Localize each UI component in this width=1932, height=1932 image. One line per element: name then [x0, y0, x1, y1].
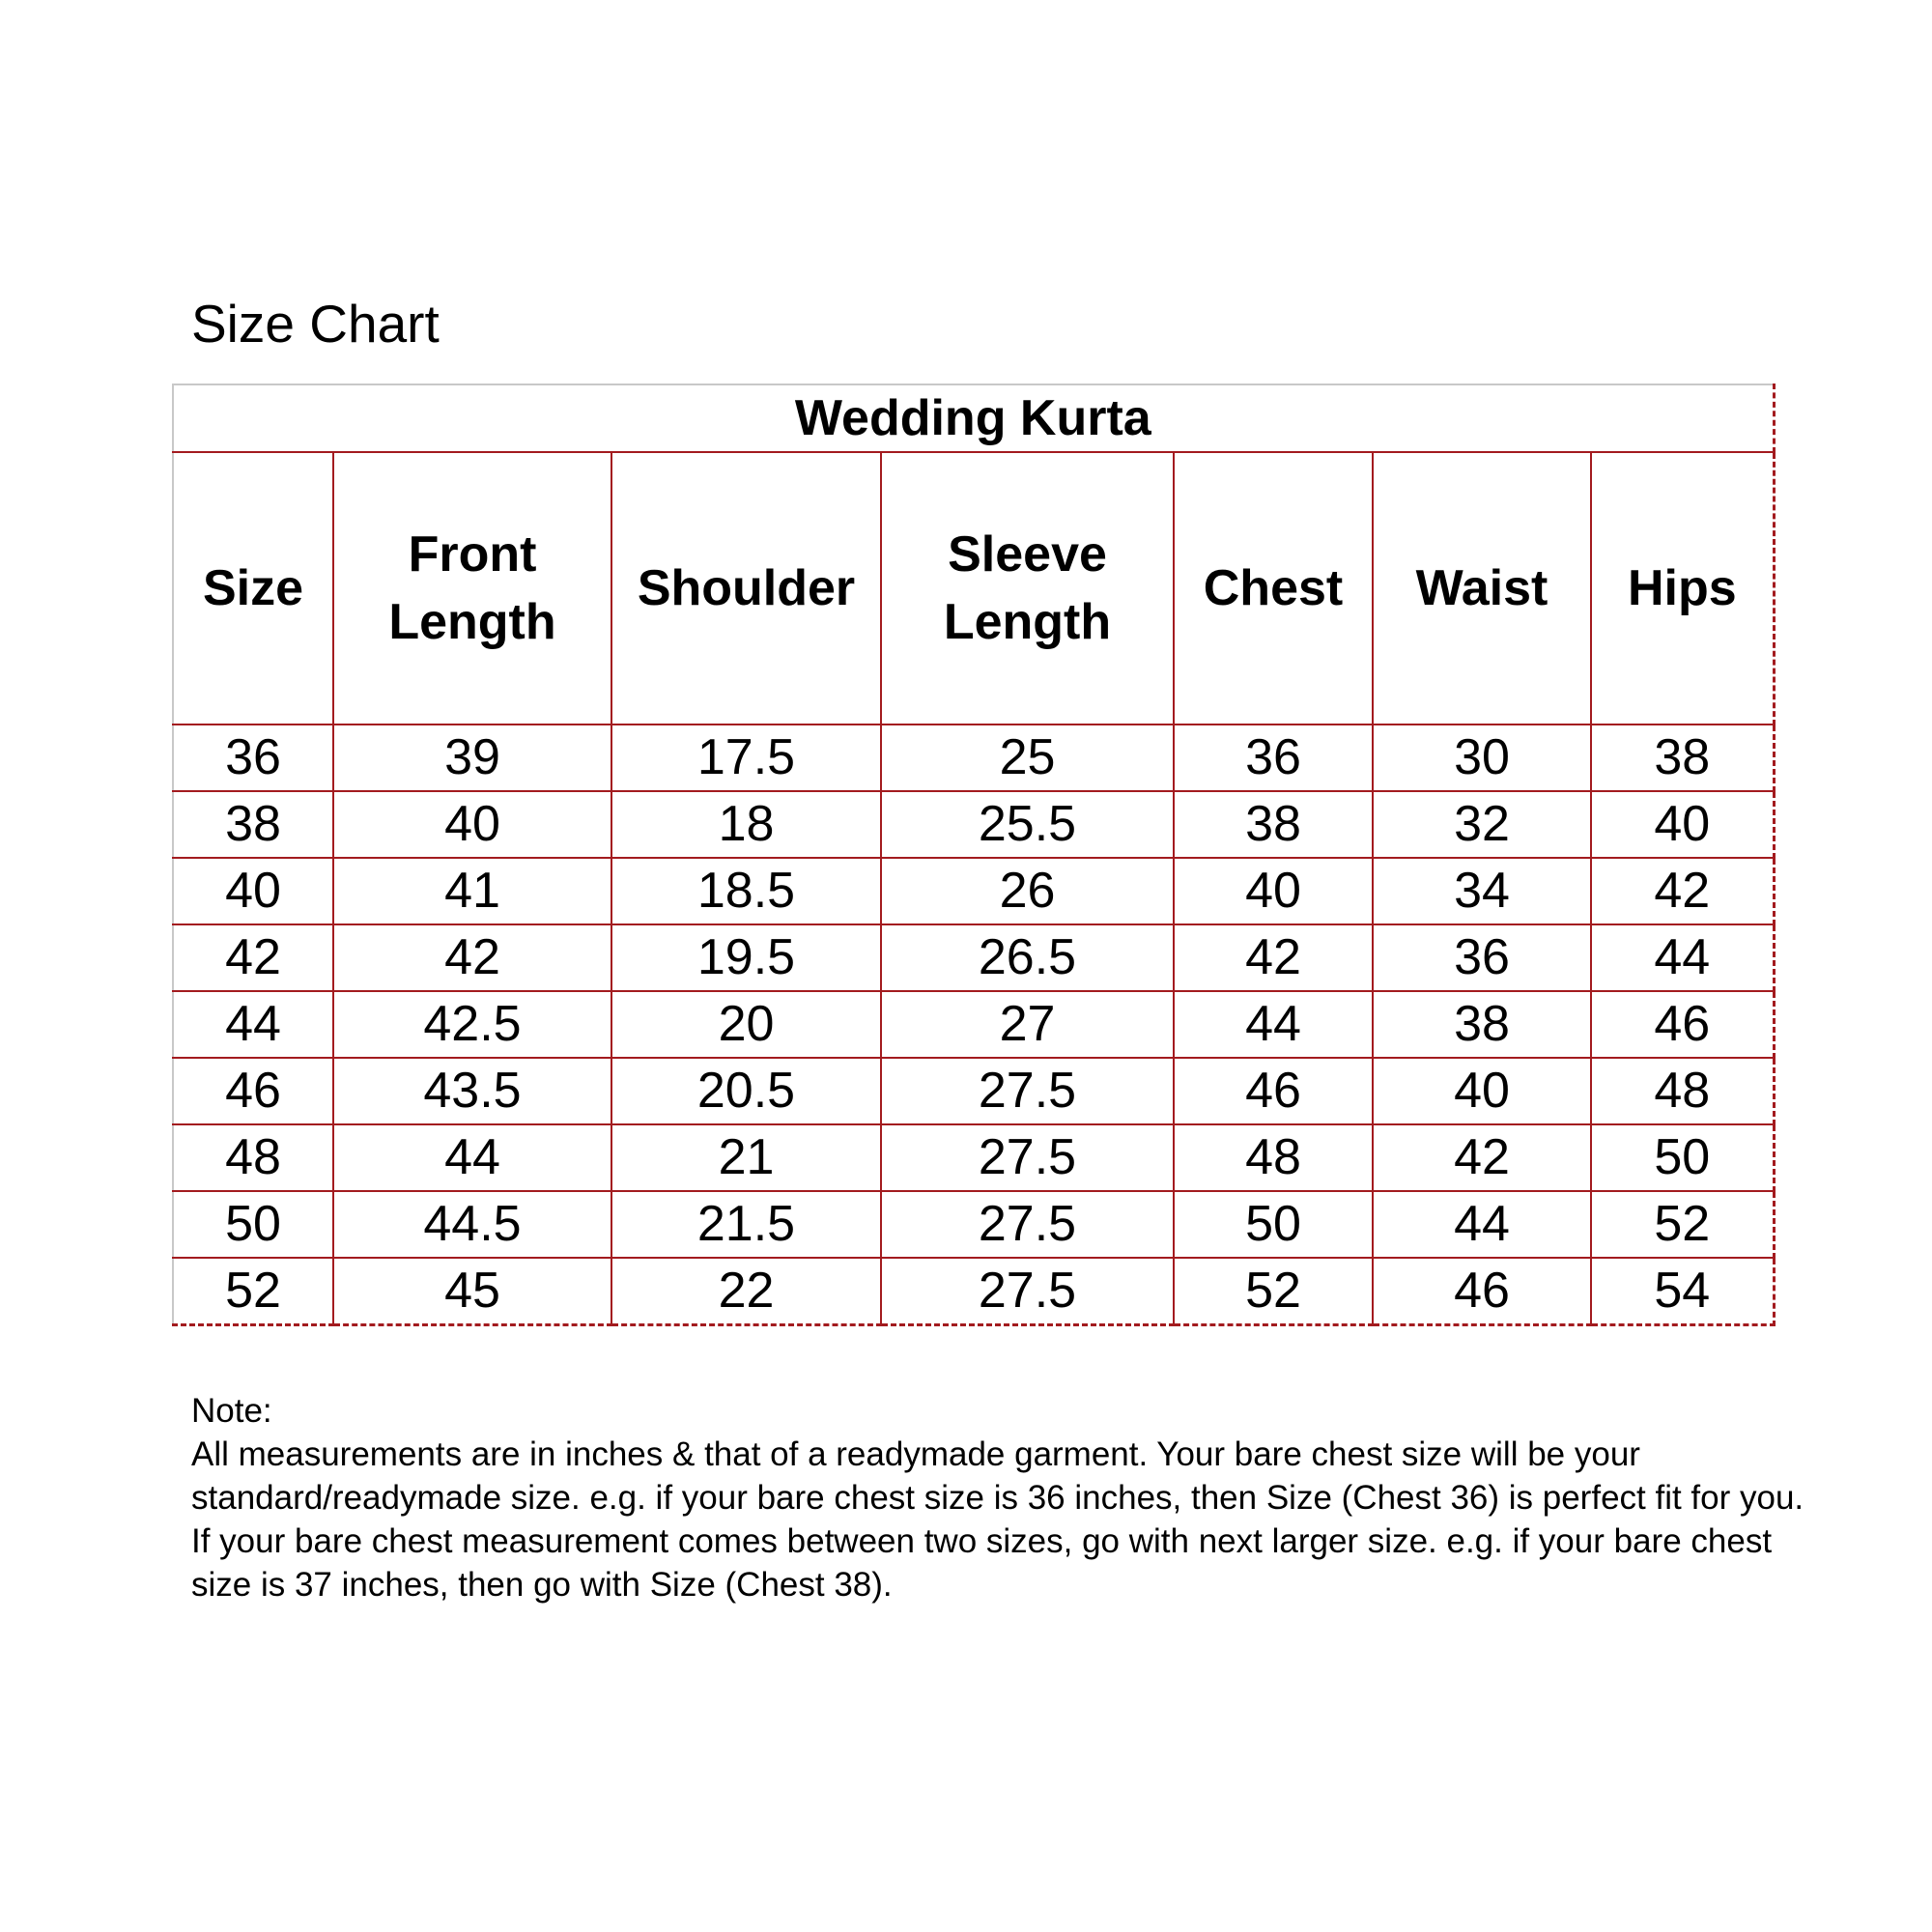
table-cell: 48 — [1174, 1124, 1373, 1191]
table-cell: 50 — [1591, 1124, 1774, 1191]
column-header-hips: Hips — [1591, 452, 1774, 724]
table-cell: 44 — [1373, 1191, 1591, 1258]
table-cell: 38 — [1373, 991, 1591, 1058]
table-cell: 42 — [1591, 858, 1774, 924]
table-cell: 44.5 — [333, 1191, 611, 1258]
column-header-size: Size — [173, 452, 333, 724]
table-cell: 40 — [1174, 858, 1373, 924]
table-cell: 36 — [1373, 924, 1591, 991]
table-cell: 39 — [333, 724, 611, 791]
note-section — [191, 1389, 1814, 1606]
table-cell: 48 — [173, 1124, 333, 1191]
table-cell: 42 — [173, 924, 333, 991]
table-cell: 18.5 — [611, 858, 881, 924]
column-header-shoulder: Shoulder — [611, 452, 881, 724]
table-cell: 52 — [173, 1258, 333, 1325]
table-cell: 36 — [173, 724, 333, 791]
table-row — [173, 924, 1774, 991]
table-header-row — [173, 452, 1774, 724]
column-header-sleeve-length: Sleeve Length — [881, 452, 1174, 724]
table-cell: 30 — [1373, 724, 1591, 791]
table-cell: 44 — [173, 991, 333, 1058]
table-row — [173, 724, 1774, 791]
table-cell: 41 — [333, 858, 611, 924]
table-cell: 44 — [1591, 924, 1774, 991]
table-row — [173, 991, 1774, 1058]
table-cell: 44 — [333, 1124, 611, 1191]
table-cell: 38 — [1174, 791, 1373, 858]
table-cell: 22 — [611, 1258, 881, 1325]
table-cell: 43.5 — [333, 1058, 611, 1124]
table-cell: 46 — [173, 1058, 333, 1124]
table-cell: 34 — [1373, 858, 1591, 924]
table-cell: 40 — [173, 858, 333, 924]
table-cell: 38 — [173, 791, 333, 858]
table-cell: 21 — [611, 1124, 881, 1191]
table-cell: 50 — [1174, 1191, 1373, 1258]
table-cell: 21.5 — [611, 1191, 881, 1258]
page-title: Size Chart — [191, 294, 440, 354]
table-title-row — [173, 384, 1774, 452]
note-paragraph-measurements: All measurements are in inches & that of a readymade garment. Your bare chest size will be your standard/readymade size. e.g. if your bare chest size is 36 inches, then Size (Chest 36) is perfect fit for you. — [191, 1435, 1804, 1517]
table-cell: 46 — [1174, 1058, 1373, 1124]
table-cell: 42 — [1174, 924, 1373, 991]
table-cell: 17.5 — [611, 724, 881, 791]
note-paragraph-between-sizes: If your bare chest measurement comes between two sizes, go with next larger size. e.g. if your bare chest size is 37 inches, then go with Size (Chest 38). — [191, 1522, 1773, 1604]
table-cell: 48 — [1591, 1058, 1774, 1124]
table-row — [173, 1058, 1774, 1124]
table-cell: 27.5 — [881, 1124, 1174, 1191]
table-cell: 50 — [173, 1191, 333, 1258]
table-cell: 54 — [1591, 1258, 1774, 1325]
table-cell: 18 — [611, 791, 881, 858]
table-cell: 20 — [611, 991, 881, 1058]
table-cell: 36 — [1174, 724, 1373, 791]
table-cell: 40 — [1373, 1058, 1591, 1124]
table-cell: 40 — [333, 791, 611, 858]
table-cell: 38 — [1591, 724, 1774, 791]
table-cell: 46 — [1591, 991, 1774, 1058]
table-cell: 26 — [881, 858, 1174, 924]
table-cell: 32 — [1373, 791, 1591, 858]
table-cell: 27.5 — [881, 1258, 1174, 1325]
column-header-front-length: Front Length — [333, 452, 611, 724]
table-cell: 45 — [333, 1258, 611, 1325]
table-row — [173, 791, 1774, 858]
table-cell: 25 — [881, 724, 1174, 791]
table-cell: 42 — [333, 924, 611, 991]
column-header-waist: Waist — [1373, 452, 1591, 724]
table-cell: 52 — [1591, 1191, 1774, 1258]
table-cell: 27.5 — [881, 1191, 1174, 1258]
table-cell: 40 — [1591, 791, 1774, 858]
column-header-chest: Chest — [1174, 452, 1373, 724]
table-cell: 27.5 — [881, 1058, 1174, 1124]
table-cell: 46 — [1373, 1258, 1591, 1325]
table-title: Wedding Kurta — [173, 384, 1774, 452]
table-cell: 26.5 — [881, 924, 1174, 991]
table-cell: 44 — [1174, 991, 1373, 1058]
size-chart-table — [172, 384, 1776, 1326]
table-row — [173, 1258, 1774, 1325]
table-cell: 52 — [1174, 1258, 1373, 1325]
note-label: Note: — [191, 1392, 272, 1430]
table-row — [173, 1191, 1774, 1258]
table-cell: 27 — [881, 991, 1174, 1058]
table-cell: 20.5 — [611, 1058, 881, 1124]
table-cell: 19.5 — [611, 924, 881, 991]
table-cell: 42 — [1373, 1124, 1591, 1191]
table-row — [173, 858, 1774, 924]
table-row — [173, 1124, 1774, 1191]
table-cell: 25.5 — [881, 791, 1174, 858]
table-cell: 42.5 — [333, 991, 611, 1058]
